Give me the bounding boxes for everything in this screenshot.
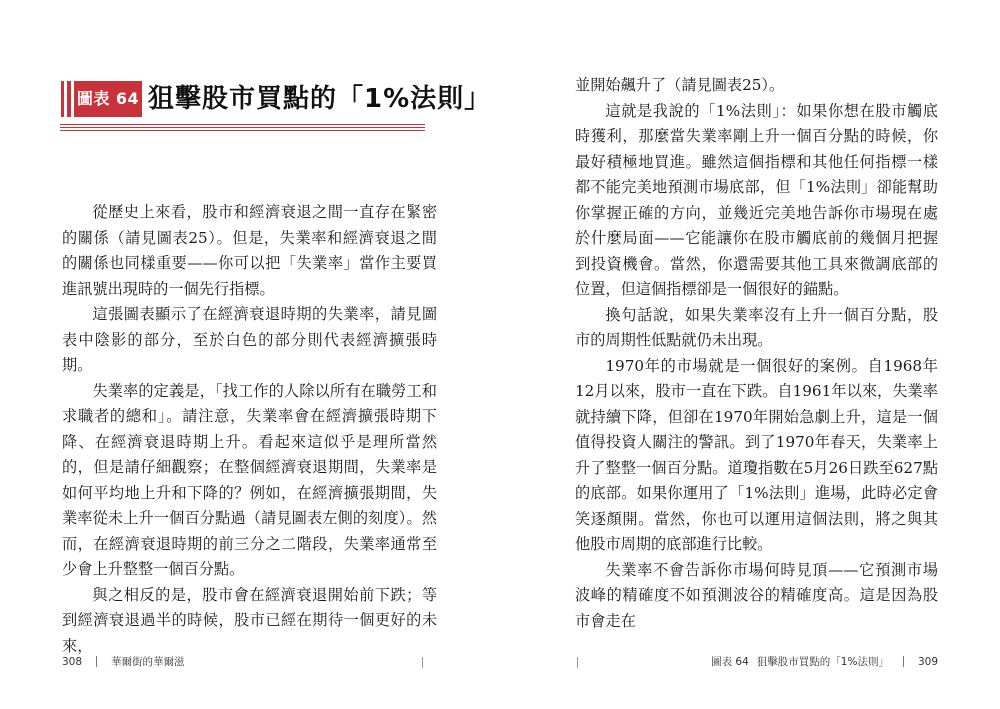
page-number: 308 [62, 655, 83, 668]
paragraph: 與之相反的是，股市會在經濟衰退開始前下跌；等到經濟衰退過半的時候，股市已經在期待一個更好的未來， [62, 585, 437, 655]
footer-divider [903, 656, 904, 667]
paragraph: 失業率的定義是，「找工作的人除以所有在職勞工和求職者的總和」。請注意，失業率會在經濟擴張時期下降、在經濟衰退時期上升。看起來這似乎是理所當然的，但是請仔細觀察；在整個經濟衰退期間，失業率是如何平均地上升和下降的？例如，在經濟擴張期間，失業率從未上升一個百分點過（請見圖表左側的刻度）。然而，在經濟衰退時期的前三分之二階段，失業率通常至少會上升整整一個百分點。 [62, 381, 437, 578]
right-body-text [575, 73, 938, 634]
paragraph: 這張圖表顯示了在經濟衰退時期的失業率，請見圖表中陰影的部分，至於白色的部分則代表經濟擴張時期。 [62, 305, 437, 374]
paragraph: 1970年的市場就是一個很好的案例。自1968年12月以來，股市一直在下跌。自1961年以來，失業率就持續下降，但卻在1970年開始急劇上升，這是一個值得投資人關注的警訊。到了1970年春天，失業率上升了整整一個百分點。道瓊指數在5月26日跌至627點的底部。如果你運用了「1%法則」進場，此時必定會笑逐顏開。當然，你也可以運用這個法則，將之與其他股市周期的底部進行比較。 [575, 356, 938, 553]
footer-chart-title: 狙擊股市買點的「1%法則」 [756, 656, 889, 668]
chapter-title: 狙擊股市買點的「1%法則」 [148, 84, 492, 114]
paragraph: 換句話說，如果失業率沒有上升一個百分點，股市的周期性低點就仍未出現。 [575, 305, 938, 349]
paragraph-continuation: 並開始飆升了（請見圖表25）。 [575, 76, 785, 94]
header-rule [60, 130, 425, 131]
chart-number-badge: 圖表 64 [74, 81, 142, 117]
footer-edge-mark [422, 657, 423, 668]
paragraph: 失業率不會告訴你市場何時見頂——它預測市場波峰的精確度不如預測波谷的精確度高。這是因為股市會走在 [575, 560, 938, 630]
footer-edge-mark [577, 657, 578, 668]
left-body-text [62, 200, 437, 659]
header-rule [60, 127, 425, 128]
paragraph: 從歷史上來看，股市和經濟衰退之間一直存在緊密的關係（請見圖表25）。但是，失業率和經濟衰退之間的關係也同樣重要——你可以把「失業率」當作主要買進訊號出現時的一個先行指標。 [62, 203, 437, 298]
book-title: 華爾街的華爾滋 [111, 656, 185, 668]
left-footer [62, 654, 185, 669]
footer-divider [96, 656, 97, 667]
header-rule [60, 124, 425, 125]
footer-chart-label: 圖表 64 [711, 656, 749, 668]
page-number: 309 [917, 655, 938, 668]
chapter-header [60, 74, 492, 130]
paragraph: 這就是我說的「1%法則」：如果你想在股市觸底時獲利，那麼當失業率剛上升一個百分點的時候，你最好積極地買進。雖然這個指標和其他任何指標一樣都不能完美地預測市場底部，但「1%法則」卻能幫助你掌握正確的方向，並幾近完美地告訴你市場現在處於什麼局面——它能讓你在股市觸底前的幾個月把握到投資機會。當然，你還需要其他工具來微調底部的位置，但這個指標卻是一個很好的錨點。 [575, 101, 938, 298]
right-footer [711, 654, 938, 669]
